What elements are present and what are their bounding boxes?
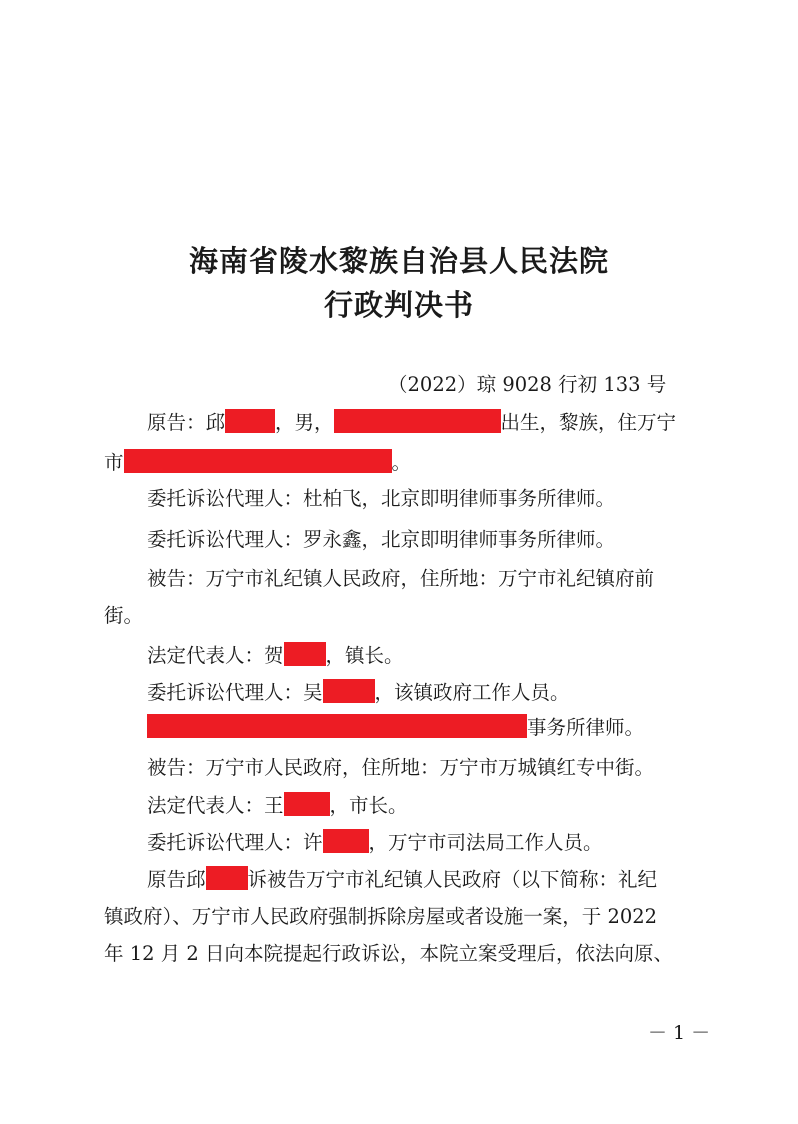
text: 出生，黎族，住万宁	[500, 411, 677, 434]
redaction-block	[225, 409, 275, 433]
text: ，男，	[275, 411, 334, 434]
text: 诉被告万宁市礼纪镇人民政府（以下简称：礼纪	[247, 868, 658, 891]
text: 市	[104, 451, 124, 474]
plaintiff-line-2	[104, 449, 411, 476]
text: 原告邱	[147, 868, 206, 891]
body-line-1	[147, 866, 657, 893]
defendant1-line-1: 被告：万宁市礼纪镇人民政府，住所地：万宁市礼纪镇府前	[147, 567, 655, 590]
document-type-title: 行政判决书	[323, 288, 474, 322]
text: 事务所律师。	[527, 716, 645, 739]
redaction-block	[284, 642, 326, 666]
text: 委托诉讼代理人：吴	[147, 681, 323, 704]
agent-line-4	[147, 714, 644, 741]
page-number: － 1 －	[648, 1022, 711, 1044]
agent-line-3	[147, 679, 570, 706]
text: 委托诉讼代理人：许	[147, 831, 323, 854]
redaction-block	[334, 409, 501, 433]
court-title: 海南省陵水黎族自治县人民法院	[188, 244, 609, 278]
legal-rep-line-1	[147, 642, 404, 669]
text: ，市长。	[329, 794, 408, 817]
case-number: （2022）琼 9028 行初 133 号	[388, 373, 667, 396]
redaction-block	[124, 449, 392, 473]
redaction-block	[323, 679, 375, 703]
redaction-block	[147, 714, 527, 738]
text: 原告：邱	[147, 411, 226, 434]
defendant1-line-2: 街。	[104, 604, 144, 627]
redaction-block	[323, 829, 369, 853]
text: 。	[391, 451, 412, 474]
agent-line-5	[147, 829, 603, 856]
legal-rep-line-2	[147, 792, 408, 819]
text: ，万宁市司法局工作人员。	[368, 831, 603, 854]
agent-line-1: 委托诉讼代理人：杜柏飞，北京即明律师事务所律师。	[147, 487, 616, 510]
text: ，镇长。	[325, 644, 404, 667]
redaction-block	[206, 866, 248, 890]
body-line-2: 镇政府）、万宁市人民政府强制拆除房屋或者设施一案，于 2022	[104, 905, 658, 928]
body-line-3: 年 12 月 2 日向本院提起行政诉讼，本院立案受理后，依法向原、	[104, 942, 674, 965]
plaintiff-line-1	[147, 409, 676, 436]
agent-line-2: 委托诉讼代理人：罗永鑫，北京即明律师事务所律师。	[147, 528, 616, 551]
text: 法定代表人：王	[147, 794, 284, 817]
text: 法定代表人：贺	[147, 644, 284, 667]
redaction-block	[284, 792, 330, 816]
defendant2-line: 被告：万宁市人民政府，住所地：万宁市万城镇红专中街。	[147, 756, 655, 779]
text: ，该镇政府工作人员。	[374, 681, 570, 704]
